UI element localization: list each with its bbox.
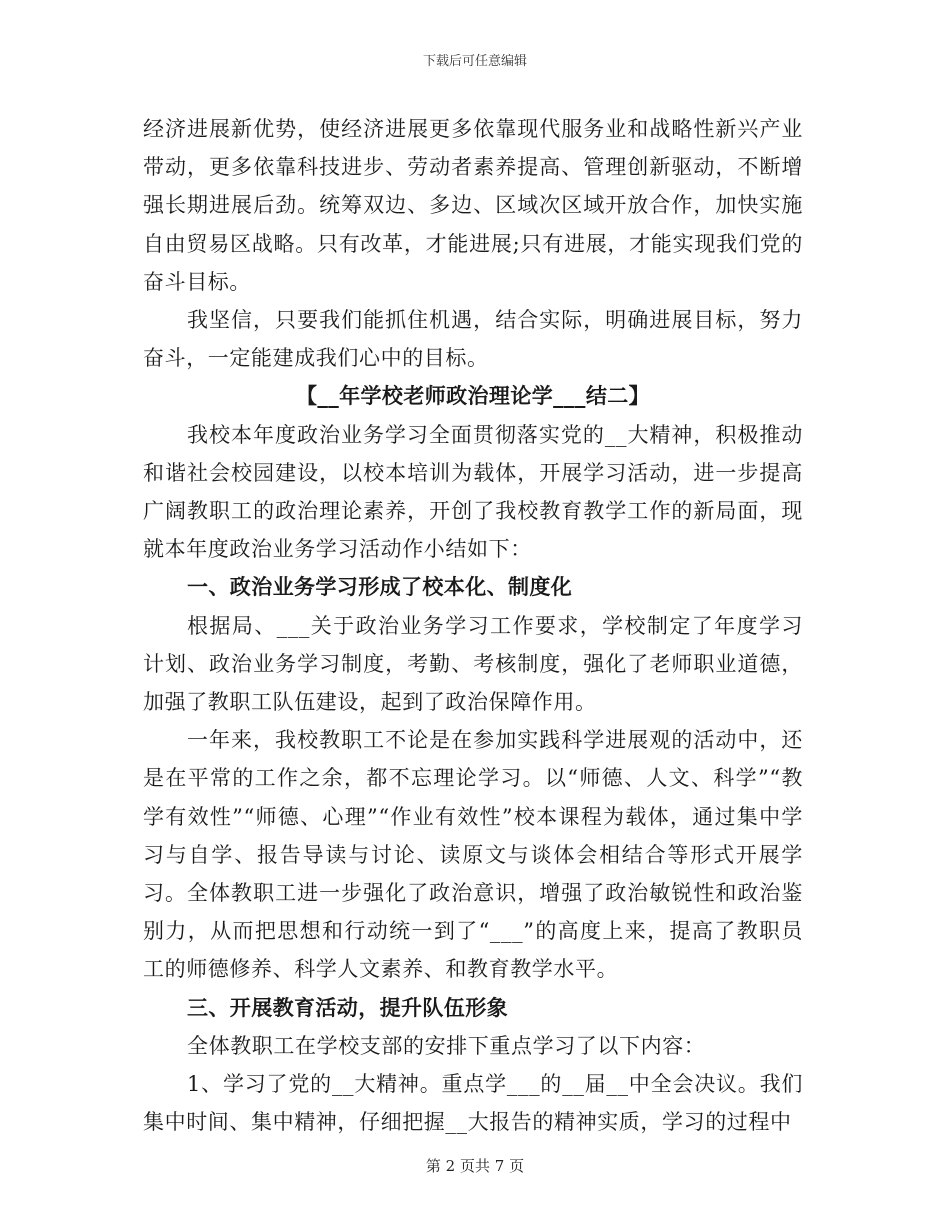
heading-1: 一、政治业务学习形成了校本化、制度化 [187, 575, 573, 600]
paragraph-4: 根据局、___关于政治业务学习工作要求，学校制定了年度学习计划、政治业务学习制度，考勤、考核制度，强化了老师职业道德，加强了教职工队伍建设，起到了政治保障作用。 [143, 613, 803, 715]
document-body [143, 110, 803, 1141]
section-title: 【__年学校老师政治理论学___结二】 [295, 384, 651, 409]
page-header: 下载后可任意编辑 [422, 54, 527, 69]
paragraph-7: 1、学习了党的__大精神。重点学___的__届__中全会决议。我们集中时间、集中精神，仔细把握__大报告的精神实质，学习的过程中 [143, 1072, 803, 1135]
paragraph-2: 我坚信，只要我们能抓住机遇，结合实际，明确进展目标，努力奋斗，一定能建成我们心中的目标。 [143, 308, 803, 371]
paragraph-1: 经济进展新优势，使经济进展更多依靠现代服务业和战略性新兴产业带动，更多依靠科技进步、劳动者素养提高、管理创新驱动，不断增强长期进展后劲。统筹双边、多边、区域次区域开放合作，加快实施自由贸易区战略。只有改革，才能进展;只有进展，才能实现我们党的奋斗目标。 [143, 117, 803, 294]
paragraph-6: 全体教职工在学校支部的安排下重点学习了以下内容： [187, 1033, 706, 1058]
page-footer: 第 2 页共 7 页 [425, 1157, 525, 1175]
paragraph-5: 一年来，我校教职工不论是在参加实践科学进展观的活动中，还是在平常的工作之余，都不忘理论学习。以“师德、人文、科学”“教学有效性”“师德、心理”“作业有效性”校本课程为载体，通过集中学习与自学、报告导读与讨论、读原文与谈体会相结合等形式开展学习。全体教职工进一步强化了政治意识，增强了政治敏锐性和政治鉴别力，从而把思想和行动统一到了“___”的高度上来，提高了教职员工的师德修养、科学人文素养、和教育教学水平。 [143, 728, 803, 982]
paragraph-3: 我校本年度政治业务学习全面贯彻落实党的__大精神，积极推动和谐社会校园建设，以校本培训为载体，开展学习活动，进一步提高广阔教职工的政治理论素养，开创了我校教育教学工作的新局面，现就本年度政治业务学习活动作小结如下： [143, 422, 803, 562]
heading-3: 三、开展教育活动，提升队伍形象 [187, 995, 508, 1020]
